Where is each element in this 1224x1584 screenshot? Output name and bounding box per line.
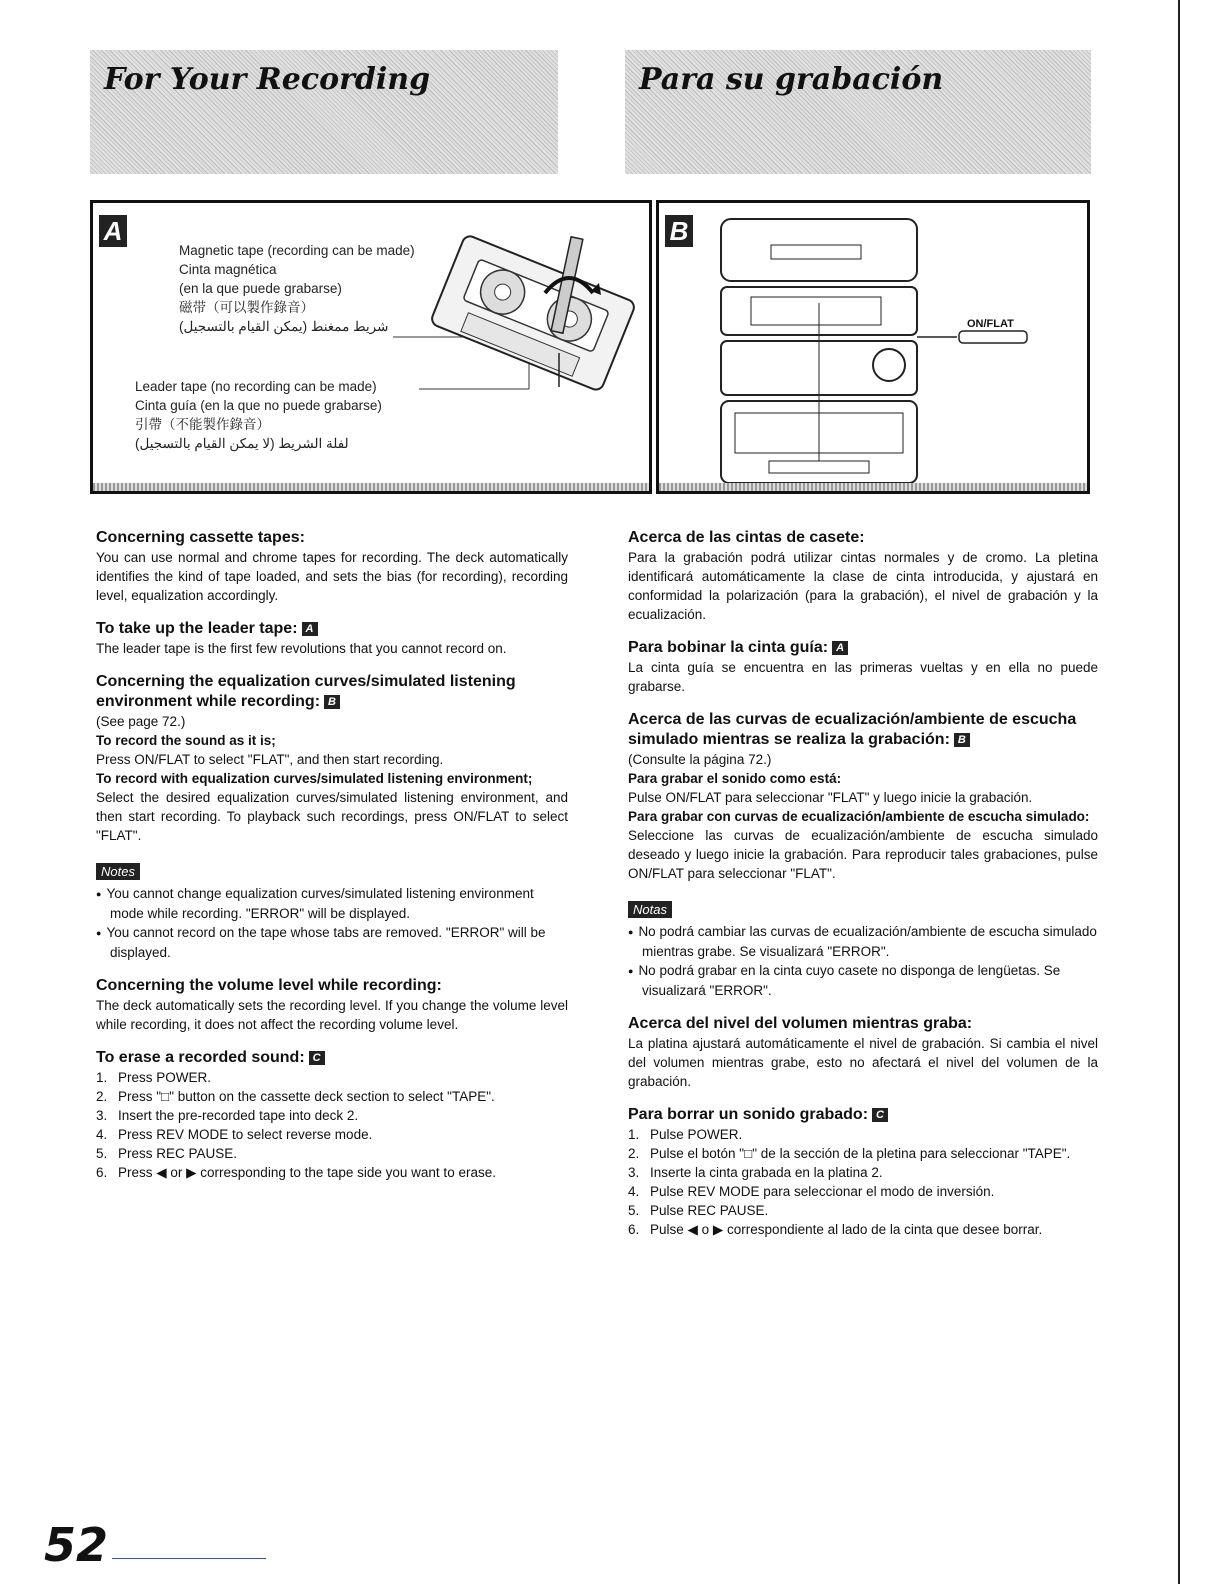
paragraph: Pulse ON/FLAT para seleccionar "FLAT" y luego inicie la grabación. bbox=[628, 790, 1033, 805]
paragraph: Para la grabación podrá utilizar cintas normales y de cromo. La pletina identificará automáticamente la clase de cinta introducida, y ajustará en conformidad la polarización (para la grabación), el nivel de grabación y la ecualización. bbox=[628, 550, 1098, 622]
page-right-edge bbox=[1178, 0, 1180, 1584]
spanish-column bbox=[628, 528, 1098, 1253]
banner-english bbox=[90, 50, 558, 174]
heading: Acerca de las curvas de ecualización/ambiente de escucha simulado mientras se realiza la grabación: B bbox=[628, 711, 1077, 748]
heading: To take up the leader tape: A bbox=[96, 619, 568, 639]
cassette-tape-illustration bbox=[93, 203, 652, 494]
stereo-system-illustration bbox=[659, 203, 1090, 494]
badge-c: C bbox=[309, 1051, 325, 1065]
badge-a: A bbox=[302, 622, 318, 636]
subheading: Para grabar con curvas de ecualización/ambiente de escucha simulado: bbox=[628, 809, 1090, 824]
step-item: 5. Pulse REC PAUSE. bbox=[628, 1203, 769, 1218]
heading: Concerning cassette tapes: bbox=[96, 529, 305, 546]
step-item: 6. Press ◀ or ▶ corresponding to the tape side you want to erase. bbox=[96, 1165, 496, 1180]
section-leader-tape-en bbox=[96, 619, 568, 658]
note-item: ● You cannot change equalization curves/simulated listening environment mode while recording. "ERROR" will be displayed. bbox=[96, 884, 568, 923]
onflat-callout: ON/FLAT bbox=[967, 318, 1014, 330]
badge-c: C bbox=[872, 1108, 888, 1122]
figure-a-label: A bbox=[99, 215, 127, 247]
paragraph: You can use normal and chrome tapes for recording. The deck automatically identifies the kind of tape loaded, and sets the bias (for recording), recording level, equalization accordingly. bbox=[96, 550, 568, 603]
badge-b: B bbox=[324, 695, 340, 709]
notes-label: Notas bbox=[628, 901, 672, 918]
notes-en bbox=[96, 859, 568, 962]
paragraph: Press ON/FLAT to select "FLAT", and then start recording. bbox=[96, 752, 444, 767]
paragraph: La platina ajustará automáticamente el nivel de grabación. Si cambia el nivel del volumen mientras grabe, esto no afectará el nivel del volumen de la grabación. bbox=[628, 1036, 1098, 1089]
section-erase-en bbox=[96, 1048, 568, 1182]
section-erase-es bbox=[628, 1105, 1098, 1239]
step-item: 4. Press REV MODE to select reverse mode. bbox=[96, 1127, 373, 1142]
note-item: ● No podrá cambiar las curvas de ecualización/ambiente de escucha simulado mientras grabe. Se visualizará "ERROR". bbox=[628, 922, 1098, 961]
heading: To erase a recorded sound: C bbox=[96, 1048, 568, 1068]
section-cassette-tapes-en bbox=[96, 528, 568, 605]
note-item: ● You cannot record on the tape whose tabs are removed. "ERROR" will be displayed. bbox=[96, 923, 568, 962]
paragraph: Seleccione las curvas de ecualización/ambiente de escucha simulado deseado y luego inicie la grabación. Para reproducir tales grabaciones, pulse ON/FLAT para seleccionar "FLAT". bbox=[628, 828, 1098, 881]
banner-title-en: For Your Recording bbox=[104, 62, 431, 97]
section-volume-en bbox=[96, 976, 568, 1034]
heading: Concerning the volume level while recording: bbox=[96, 977, 442, 994]
paragraph: The leader tape is the first few revolutions that you cannot record on. bbox=[96, 641, 507, 656]
subheading: To record the sound as it is; bbox=[96, 733, 276, 748]
notes-es bbox=[628, 897, 1098, 1000]
heading: Para bobinar la cinta guía: A bbox=[628, 638, 1098, 658]
badge-a: A bbox=[832, 641, 848, 655]
english-column bbox=[96, 528, 568, 1196]
step-item: 4. Pulse REV MODE para seleccionar el modo de inversión. bbox=[628, 1184, 995, 1199]
step-item: 1. Press POWER. bbox=[96, 1070, 212, 1085]
leader-tape-caption: Leader tape (no recording can be made) Cinta guía (en la que no puede grabarse) 引帶（不能製作錄音） لفلة الشريط (لا يمكن القيام بالتسجيل) bbox=[135, 379, 382, 451]
banner-title-es: Para su grabación bbox=[639, 62, 944, 97]
page-number: 52 bbox=[44, 1518, 109, 1572]
step-item: 2. Press "□" button on the cassette deck section to select "TAPE". bbox=[96, 1089, 495, 1104]
heading: Para borrar un sonido grabado: C bbox=[628, 1105, 1098, 1125]
note-item: ● No podrá grabar en la cinta cuyo casete no disponga de lengüetas. Se visualizará "ERROR". bbox=[628, 961, 1098, 1000]
heading: Acerca de las cintas de casete: bbox=[628, 529, 865, 546]
step-item: 3. Inserte la cinta grabada en la platina 2. bbox=[628, 1165, 883, 1180]
step-item: 5. Press REC PAUSE. bbox=[96, 1146, 238, 1161]
section-volume-es bbox=[628, 1014, 1098, 1091]
step-item: 3. Insert the pre-recorded tape into deck 2. bbox=[96, 1108, 359, 1123]
magnetic-tape-caption: Magnetic tape (recording can be made) Cinta magnética (en la que puede grabarse) 磁带（可以製作錄音） (شريط ممغنط (يمكن القيام بالتسجيل bbox=[179, 243, 415, 334]
figure-b-label: B bbox=[665, 215, 693, 247]
section-equalization-es bbox=[628, 710, 1098, 883]
banner-spanish bbox=[625, 50, 1091, 174]
subheading: To record with equalization curves/simulated listening environment; bbox=[96, 771, 533, 786]
section-equalization-en bbox=[96, 672, 568, 845]
heading: Concerning the equalization curves/simulated listening environment while recording: B bbox=[96, 673, 516, 710]
paragraph: The deck automatically sets the recording level. If you change the volume level while recording, it does not affect the recording volume level. bbox=[96, 998, 568, 1032]
heading: Acerca del nivel del volumen mientras graba: bbox=[628, 1015, 973, 1032]
step-item: 1. Pulse POWER. bbox=[628, 1127, 743, 1142]
figure-a-cassette bbox=[90, 200, 652, 494]
badge-b: B bbox=[954, 733, 970, 747]
step-item: 6. Pulse ◀ o ▶ correspondiente al lado de la cinta que desee borrar. bbox=[628, 1222, 1043, 1237]
section-cassette-tapes-es bbox=[628, 528, 1098, 624]
figure-b-stereo-system bbox=[656, 200, 1090, 494]
step-item: 2. Pulse el botón "□" de la sección de la pletina para seleccionar "TAPE". bbox=[628, 1146, 1071, 1161]
page-ref: (See page 72.) bbox=[96, 714, 186, 729]
paragraph: Select the desired equalization curves/simulated listening environment, and then start recording. To playback such recordings, press ON/FLAT to select "FLAT". bbox=[96, 790, 568, 843]
page-ref: (Consulte la página 72.) bbox=[628, 752, 772, 767]
notes-label: Notes bbox=[96, 863, 140, 880]
footer-rule bbox=[112, 1558, 266, 1559]
section-leader-tape-es bbox=[628, 638, 1098, 696]
paragraph: La cinta guía se encuentra en las primeras vueltas y en ella no puede grabarse. bbox=[628, 660, 1098, 694]
subheading: Para grabar el sonido como está: bbox=[628, 771, 842, 786]
